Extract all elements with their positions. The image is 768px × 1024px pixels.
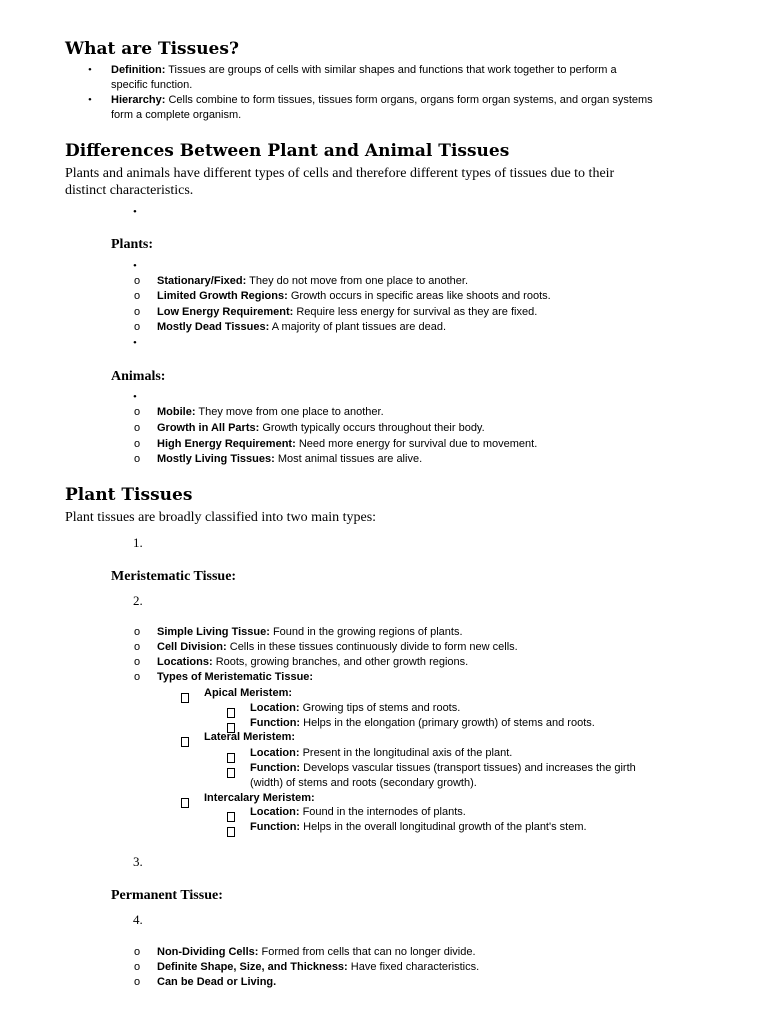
meristematic-heading: Meristematic Tissue: bbox=[111, 569, 237, 584]
bullet-o: o bbox=[134, 321, 141, 333]
hierarchy-item: Hierarchy: Cells combine to form tissues, tissues form organs, organs form organ systems, and organ systems bbox=[111, 94, 653, 106]
intercalary-function: Function: Helps in the overall longitudinal growth of the plant's stem. bbox=[250, 821, 587, 833]
hierarchy-item-cont: form a complete organism. bbox=[111, 109, 242, 121]
plants-heading: Plants: bbox=[111, 237, 153, 252]
heading-what-are-tissues: What are Tissues? bbox=[65, 39, 239, 59]
bullet-o: o bbox=[134, 438, 141, 450]
heading-differences: Differences Between Plant and Animal Tissues bbox=[65, 141, 510, 161]
list-number: 3. bbox=[133, 854, 143, 869]
definition-item-cont: specific function. bbox=[111, 79, 193, 91]
permanent-item: Non-Dividing Cells: Formed from cells that can no longer divide. bbox=[157, 946, 476, 958]
intercalary-location: Location: Found in the internodes of plants. bbox=[250, 806, 466, 818]
apical-function: Function: Helps in the elongation (primary growth) of stems and roots. bbox=[250, 717, 595, 729]
meristematic-item: Types of Meristematic Tissue: bbox=[157, 671, 314, 683]
definition-item: Definition: Tissues are groups of cells with similar shapes and functions that work together to perform a bbox=[111, 64, 617, 76]
square-bullet-icon bbox=[181, 734, 189, 752]
square-bullet-icon bbox=[181, 795, 189, 813]
bullet-dot: • bbox=[133, 337, 137, 349]
bullet-o: o bbox=[134, 671, 141, 683]
plants-item: Stationary/Fixed: They do not move from one place to another. bbox=[157, 275, 469, 287]
list-number: 2. bbox=[133, 593, 143, 608]
bullet-o: o bbox=[134, 976, 141, 988]
bullet-o: o bbox=[134, 626, 141, 638]
apical-location: Location: Growing tips of stems and roots. bbox=[250, 702, 461, 714]
list-number: 4. bbox=[133, 912, 143, 927]
bullet-o: o bbox=[134, 453, 141, 465]
plants-item: Limited Growth Regions: Growth occurs in specific areas like shoots and roots. bbox=[157, 290, 551, 302]
square-bullet-icon bbox=[227, 824, 235, 842]
differences-intro-cont: distinct characteristics. bbox=[65, 183, 194, 198]
bullet-dot: • bbox=[88, 94, 92, 106]
bullet-o: o bbox=[134, 406, 141, 418]
lateral-meristem-label: Lateral Meristem: bbox=[204, 731, 296, 743]
heading-plant-tissues: Plant Tissues bbox=[65, 485, 193, 505]
differences-intro: Plants and animals have different types of cells and therefore different types of tissues due to their bbox=[65, 166, 615, 181]
lateral-function-cont: (width) of stems and roots (secondary growth). bbox=[250, 777, 477, 789]
intercalary-meristem-label: Intercalary Meristem: bbox=[204, 792, 315, 804]
bullet-o: o bbox=[134, 275, 141, 287]
animals-item: Mobile: They move from one place to another. bbox=[157, 406, 384, 418]
bullet-o: o bbox=[134, 656, 141, 668]
permanent-heading: Permanent Tissue: bbox=[111, 888, 223, 903]
permanent-item: Can be Dead or Living. bbox=[157, 976, 277, 988]
animals-heading: Animals: bbox=[111, 369, 166, 384]
list-number: 1. bbox=[133, 535, 143, 550]
meristematic-item: Cell Division: Cells in these tissues continuously divide to form new cells. bbox=[157, 641, 518, 653]
plant-tissues-intro: Plant tissues are broadly classified into two main types: bbox=[65, 510, 377, 525]
animals-item: Growth in All Parts: Growth typically occurs throughout their body. bbox=[157, 422, 485, 434]
bullet-o: o bbox=[134, 961, 141, 973]
bullet-o: o bbox=[134, 422, 141, 434]
meristematic-item: Simple Living Tissue: Found in the growing regions of plants. bbox=[157, 626, 463, 638]
bullet-dot: • bbox=[88, 64, 92, 76]
permanent-item: Definite Shape, Size, and Thickness: Have fixed characteristics. bbox=[157, 961, 480, 973]
plants-item: Low Energy Requirement: Require less energy for survival as they are fixed. bbox=[157, 306, 538, 318]
square-bullet-icon bbox=[181, 690, 189, 708]
apical-meristem-label: Apical Meristem: bbox=[204, 687, 293, 699]
lateral-function: Function: Develops vascular tissues (transport tissues) and increases the girth bbox=[250, 762, 636, 774]
bullet-o: o bbox=[134, 306, 141, 318]
meristematic-item: Locations: Roots, growing branches, and other growth regions. bbox=[157, 656, 469, 668]
square-bullet-icon bbox=[227, 765, 235, 783]
bullet-o: o bbox=[134, 641, 141, 653]
bullet-dot: • bbox=[133, 260, 137, 272]
bullet-o: o bbox=[134, 290, 141, 302]
animals-item: Mostly Living Tissues: Most animal tissues are alive. bbox=[157, 453, 423, 465]
bullet-dot: • bbox=[133, 206, 137, 218]
plants-item: Mostly Dead Tissues: A majority of plant tissues are dead. bbox=[157, 321, 446, 333]
lateral-location: Location: Present in the longitudinal axis of the plant. bbox=[250, 747, 513, 759]
bullet-o: o bbox=[134, 946, 141, 958]
bullet-dot: • bbox=[133, 391, 137, 403]
animals-item: High Energy Requirement: Need more energy for survival due to movement. bbox=[157, 438, 538, 450]
